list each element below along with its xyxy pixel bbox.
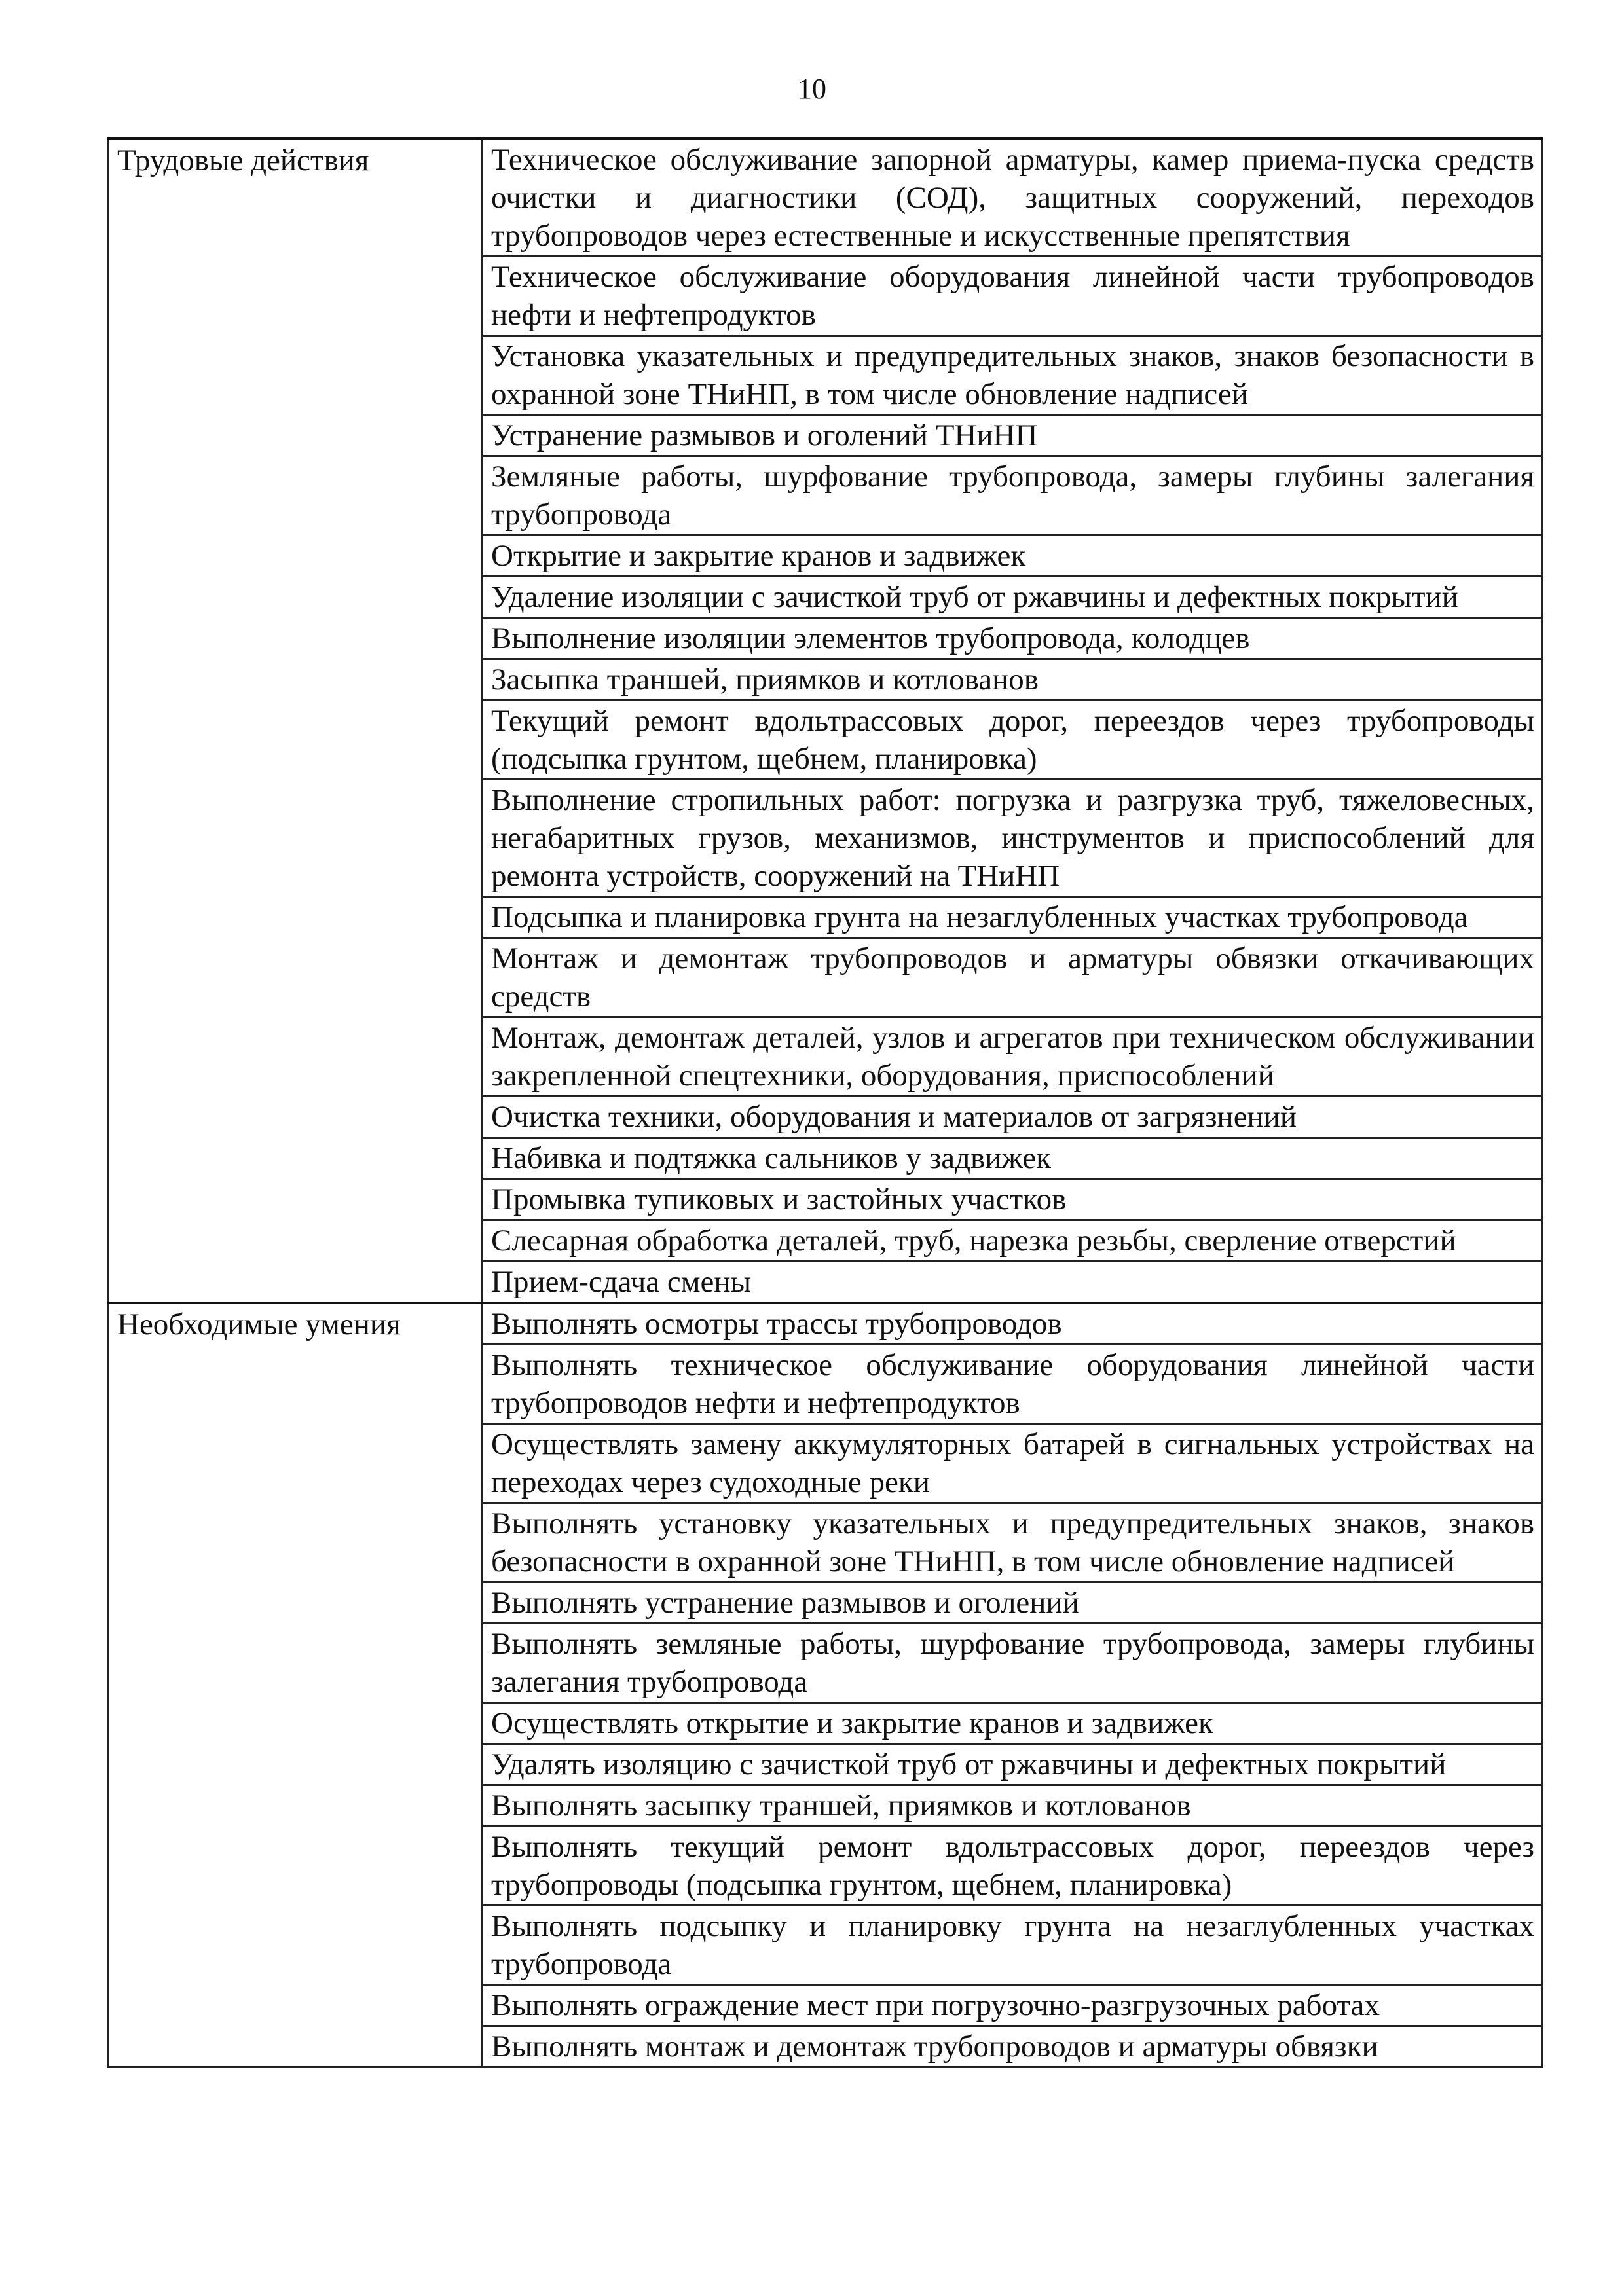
section-item: Техническое обслуживание запорной арматуры, камер приема-пуска средств очистки и диагностики (СОД), защитных сооружений, переходов трубопроводов через естественные и искусственные препятствия <box>483 139 1542 257</box>
section-item: Осуществлять открытие и закрытие кранов и задвижек <box>483 1703 1542 1744</box>
section-item: Засыпка траншей, приямков и котлованов <box>483 659 1542 701</box>
page-number: 10 <box>798 73 826 105</box>
section-item: Слесарная обработка деталей, труб, нарезка резьбы, сверление отверстий <box>483 1220 1542 1262</box>
section-label: Трудовые действия <box>109 139 483 1303</box>
section-item: Выполнять земляные работы, шурфование трубопровода, замеры глубины залегания трубопровода <box>483 1624 1542 1703</box>
table-row <box>109 139 1542 257</box>
section-item: Промывка тупиковых и застойных участков <box>483 1179 1542 1220</box>
section-item: Прием-сдача смены <box>483 1262 1542 1303</box>
section-item: Набивка и подтяжка сальников у задвижек <box>483 1138 1542 1179</box>
section-item: Выполнять текущий ремонт вдольтрассовых дорог, переездов через трубопроводы (подсыпка грунтом, щебнем, планировка) <box>483 1827 1542 1906</box>
section-item: Выполнять техническое обслуживание оборудования линейной части трубопроводов нефти и нефтепродуктов <box>483 1345 1542 1424</box>
section-item: Земляные работы, шурфование трубопровода, замеры глубины залегания трубопровода <box>483 456 1542 536</box>
section-item: Выполнять монтаж и демонтаж трубопроводов и арматуры обвязки <box>483 2026 1542 2068</box>
section-item: Техническое обслуживание оборудования линейной части трубопроводов нефти и нефтепродуктов <box>483 257 1542 336</box>
section-item: Выполнять ограждение мест при погрузочно-разгрузочных работах <box>483 1985 1542 2026</box>
section-item: Монтаж и демонтаж трубопроводов и арматуры обвязки откачивающих средств <box>483 938 1542 1017</box>
section-item: Текущий ремонт вдольтрассовых дорог, переездов через трубопроводы (подсыпка грунтом, щебнем, планировка) <box>483 701 1542 780</box>
section-item: Осуществлять замену аккумуляторных батарей в сигнальных устройствах на переходах через судоходные реки <box>483 1424 1542 1503</box>
section-item: Выполнять установку указательных и предупредительных знаков, знаков безопасности в охранной зоне ТНиНП, в том числе обновление надписей <box>483 1503 1542 1582</box>
competency-table <box>107 137 1543 2068</box>
section-item: Устранение размывов и оголений ТНиНП <box>483 415 1542 456</box>
section-item: Монтаж, демонтаж деталей, узлов и агрегатов при техническом обслуживании закрепленной спецтехники, оборудования, приспособлений <box>483 1017 1542 1097</box>
section-item: Выполнять устранение размывов и оголений <box>483 1582 1542 1624</box>
section-item: Выполнять подсыпку и планировку грунта на незаглубленных участках трубопровода <box>483 1906 1542 1985</box>
section-item: Открытие и закрытие кранов и задвижек <box>483 536 1542 577</box>
table-row <box>109 1303 1542 1345</box>
section-item: Очистка техники, оборудования и материалов от загрязнений <box>483 1097 1542 1138</box>
section-item: Удаление изоляции с зачисткой труб от ржавчины и дефектных покрытий <box>483 577 1542 618</box>
section-item: Выполнение изоляции элементов трубопровода, колодцев <box>483 618 1542 659</box>
table-body <box>109 139 1542 2068</box>
section-item: Выполнять осмотры трассы трубопроводов <box>483 1303 1542 1345</box>
section-item: Выполнение стропильных работ: погрузка и разгрузка труб, тяжеловесных, негабаритных грузов, механизмов, инструментов и приспособлений для ремонта устройств, сооружений на ТНиНП <box>483 780 1542 897</box>
section-item: Подсыпка и планировка грунта на незаглубленных участках трубопровода <box>483 897 1542 938</box>
section-label: Необходимые умения <box>109 1303 483 2068</box>
section-item: Удалять изоляцию с зачисткой труб от ржавчины и дефектных покрытий <box>483 1744 1542 1785</box>
section-item: Установка указательных и предупредительных знаков, знаков безопасности в охранной зоне ТНиНП, в том числе обновление надписей <box>483 336 1542 415</box>
section-item: Выполнять засыпку траншей, приямков и котлованов <box>483 1785 1542 1827</box>
